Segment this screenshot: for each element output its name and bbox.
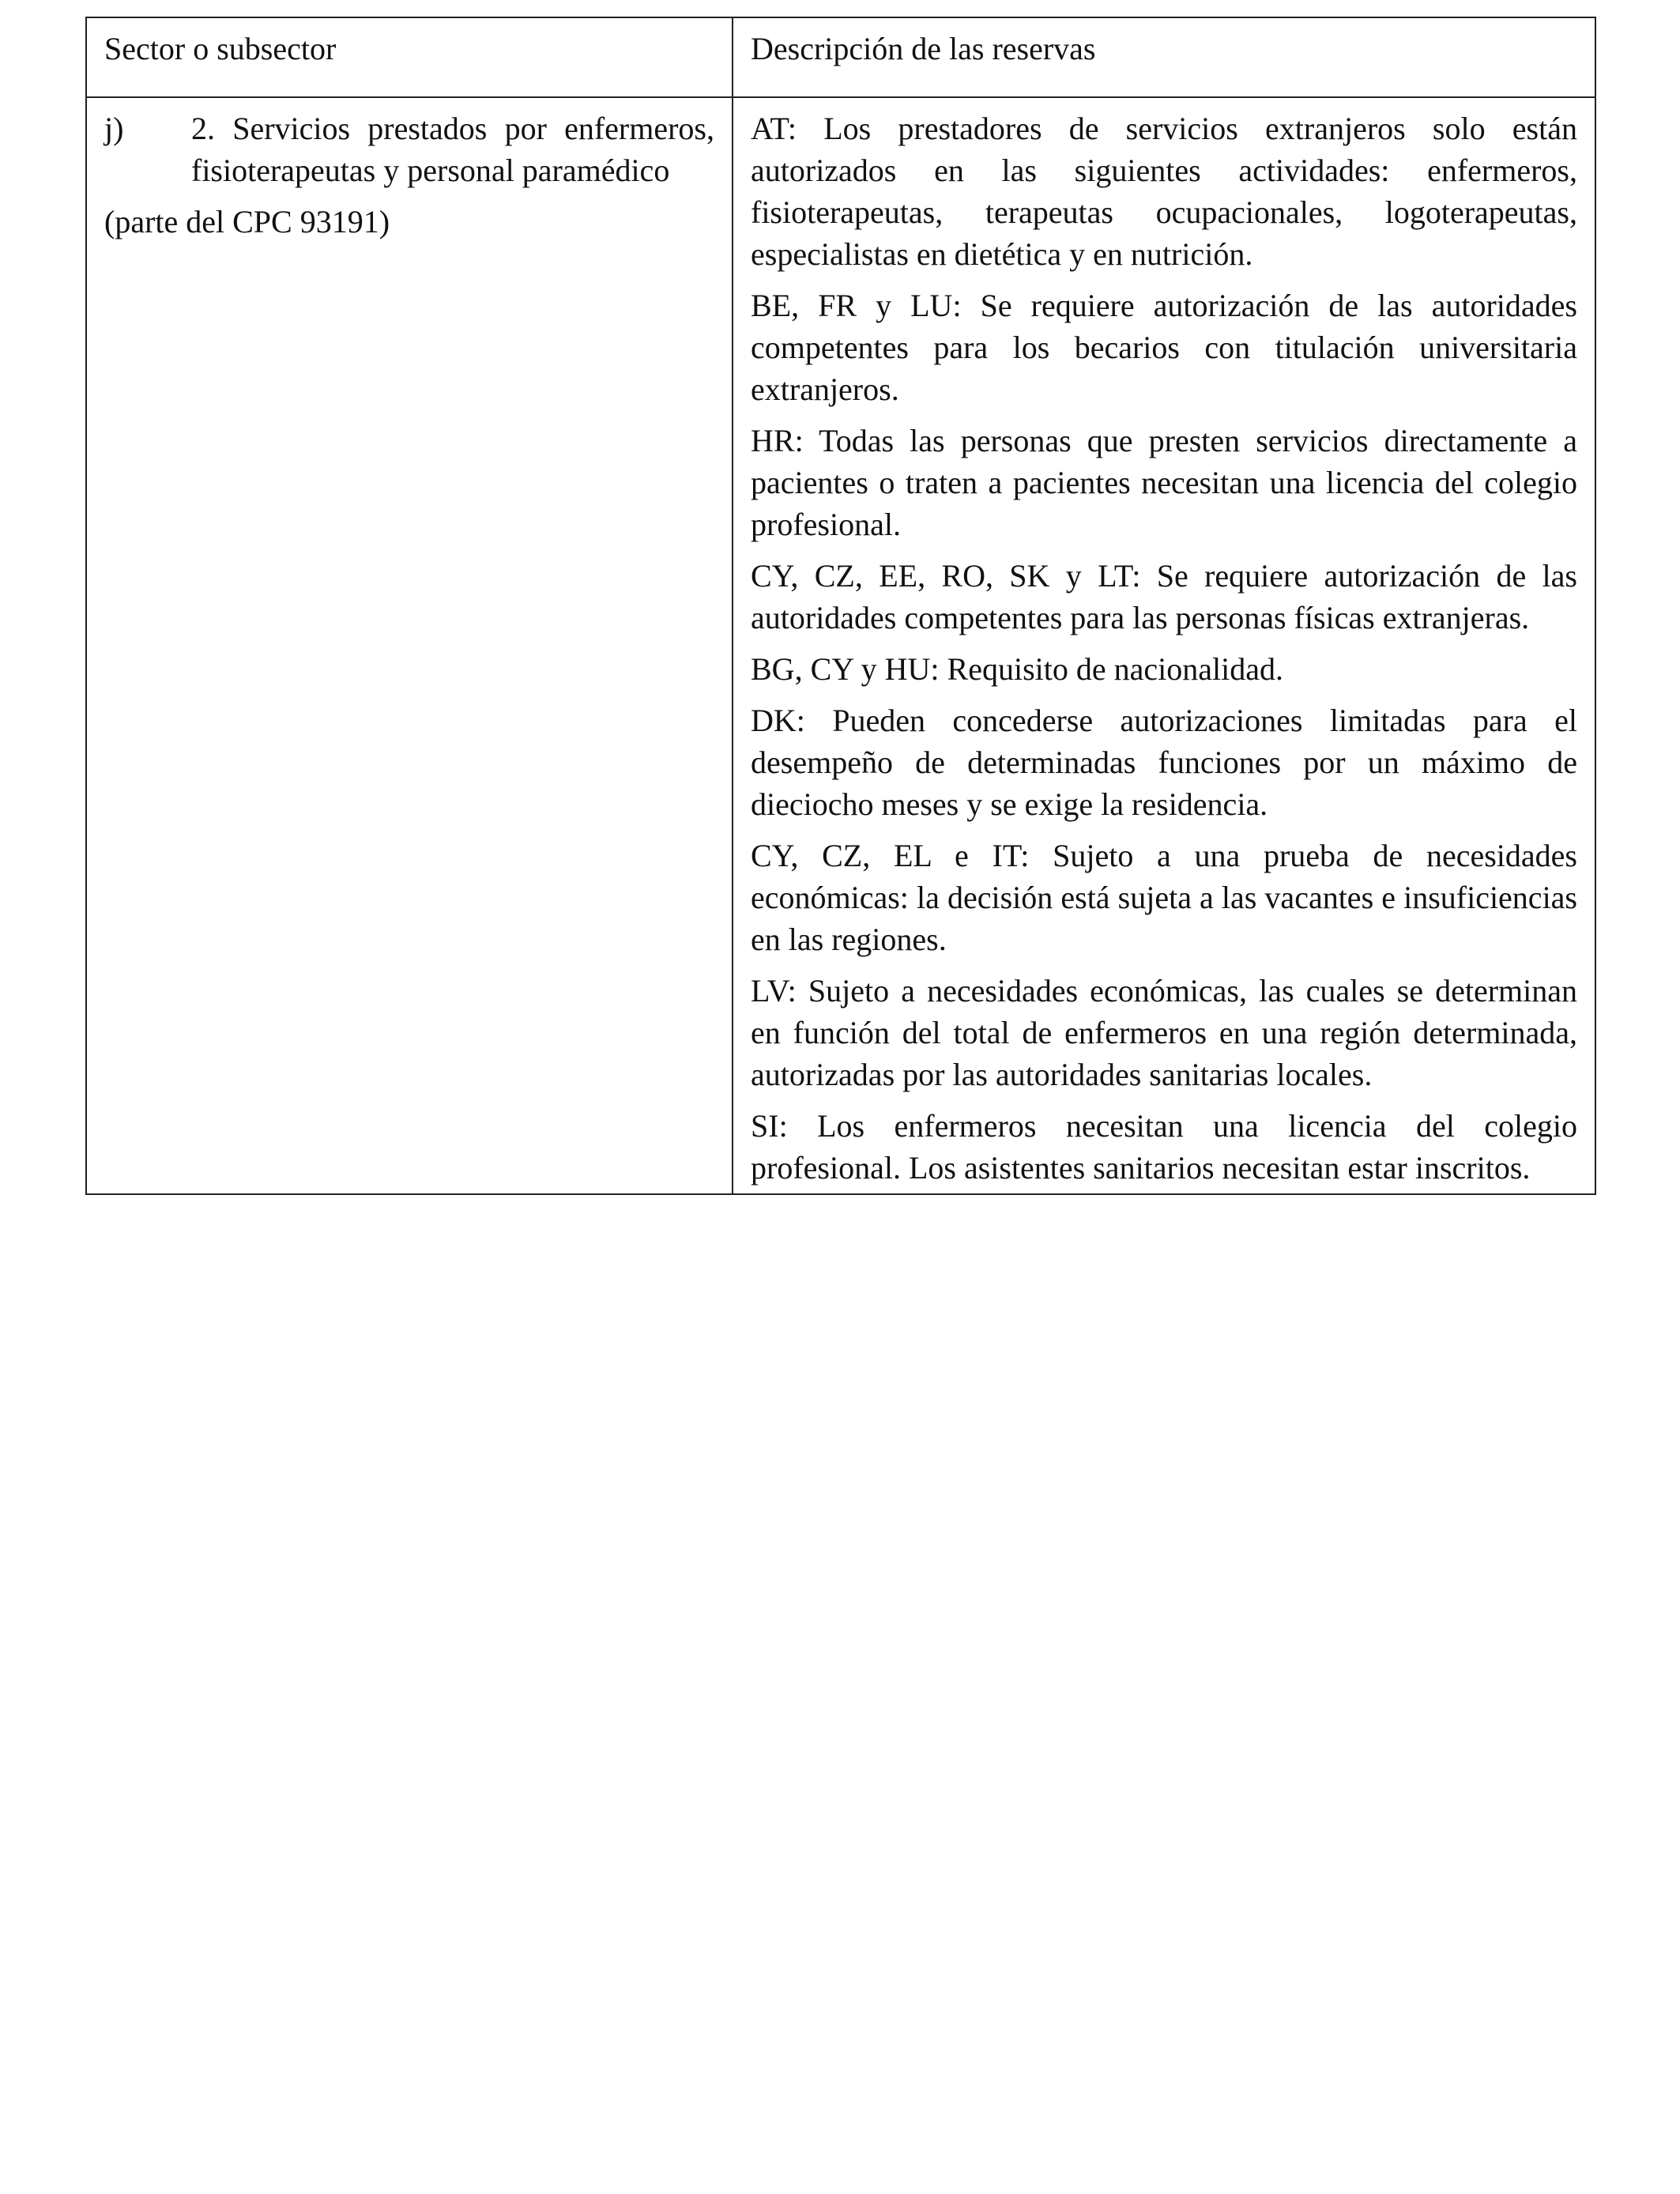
reservations-table: [85, 17, 1596, 1195]
header-description: Descripción de las reservas: [733, 17, 1595, 97]
reserve-item-si: SI: Los enfermeros necesitan una licencia del colegio profesional. Los asistentes sanitarios necesitan estar inscritos.: [751, 1108, 1577, 1186]
reserve-item-lv: LV: Sujeto a necesidades económicas, las cuales se determinan en función del total de enfermeros en una región determinada, autorizadas por las autoridades sanitarias locales.: [751, 973, 1577, 1092]
cpc-reference: (parte del CPC 93191): [104, 204, 390, 239]
description-cell: [733, 97, 1595, 1194]
reserve-item-hr: HR: Todas las personas que presten servicios directamente a pacientes o traten a pacientes necesitan una licencia del colegio profesional.: [751, 423, 1577, 542]
sector-entry: [104, 107, 714, 191]
table-row: [86, 97, 1595, 1194]
reserve-item-cy-cz-el-it: CY, CZ, EL e IT: Sujeto a una prueba de necesidades económicas: la decisión está sujeta a las vacantes e insuficiencias en las regiones.: [751, 838, 1577, 957]
sector-cell: [86, 97, 733, 1194]
sector-name: 2. Servicios prestados por enfermeros, fisioterapeutas y personal paramédico: [191, 111, 714, 188]
sector-letter: j): [104, 111, 124, 146]
reserve-item-dk: DK: Pueden concederse autorizaciones limitadas para el desempeño de determinadas funciones por un máximo de dieciocho meses y se exige la residencia.: [751, 703, 1577, 822]
reserve-item-at: AT: Los prestadores de servicios extranjeros solo están autorizados en las siguientes actividades: enfermeros, fisioterapeutas, terapeutas ocupacionales, logoterapeutas, especialistas en dietética y en nutrición.: [751, 111, 1577, 272]
reserve-item-cy-cz-ee-ro-sk-lt: CY, CZ, EE, RO, SK y LT: Se requiere autorización de las autoridades competentes para las personas físicas extranjeras.: [751, 558, 1577, 635]
reserve-item-bg-cy-hu: BG, CY y HU: Requisito de nacionalidad.: [751, 651, 1283, 687]
reserve-item-be-fr-lu: BE, FR y LU: Se requiere autorización de las autoridades competentes para los becarios con titulación universitaria extranjeros.: [751, 288, 1577, 407]
table-header-row: [86, 17, 1595, 97]
header-sector: Sector o subsector: [86, 17, 733, 97]
